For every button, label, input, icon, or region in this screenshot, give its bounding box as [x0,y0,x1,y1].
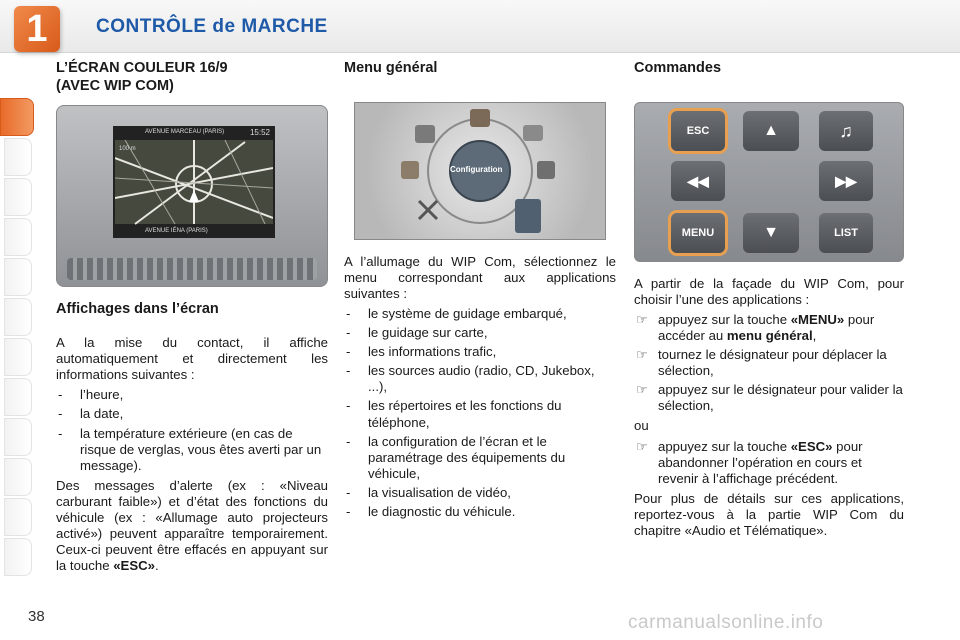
section-heading-main-menu: Menu général [344,60,438,76]
side-tab[interactable] [4,138,32,176]
section-heading-color-screen [56,60,328,95]
dashboard-vent [67,258,317,280]
navigation-screen [113,126,275,238]
list-item: - le guidage sur carte, [346,325,488,341]
pointing-hand-icon: ☞ [636,347,648,363]
display-intro: A la mise du contact, il affiche automatiquement et directement les informations suivantes : [56,335,328,383]
page-title: CONTRÔLE de MARCHE [96,16,328,37]
list-item: - le diagnostic du véhicule. [346,504,516,519]
side-tab[interactable] [4,298,32,336]
heading-line-2: (AVEC WIP COM) [56,77,174,94]
column-controls [634,60,904,543]
menu-intro: A l’allumage du WIP Com, sélectionnez le menu correspondant aux applications suivantes : [344,253,616,301]
side-tab[interactable] [4,178,32,216]
list-item: - le système de guidage embarqué, [346,305,567,321]
music-note-icon[interactable]: ♫ [819,111,873,151]
main-menu-figure [354,102,606,240]
list-item: - les informations trafic, [346,344,497,360]
down-arrow-button[interactable]: ▼ [743,213,799,253]
list-button[interactable]: LIST [819,213,873,253]
column-main-menu [344,60,616,524]
alert-paragraph: Des messages d’alerte (ex : «Niveau carburant faible») et d’état des fonctions du véhicule (ex : «Allumage auto projecteurs activé») peuvent apparaître temporairement. Ceux-ci peuvent être effacés en appuyant sur la touche «ESC». [56,477,328,574]
or-separator: ou [634,418,649,434]
side-tab[interactable] [4,458,32,496]
controls-alt-list [634,439,904,487]
list-item: - la visualisation de vidéo, [346,484,511,500]
pointing-hand-icon: ☞ [636,438,648,454]
screen-street-top: AVENUE MARCEAU (PARIS) [145,129,225,136]
menu-center-label: Configuration [450,164,503,174]
screen-scale: 100 m [119,146,136,153]
controls-outro: Pour plus de détails sur ces applications, reportez-vous à la partie WIP Com du chapitre «Audio et Télématique». [634,490,904,538]
up-arrow-button[interactable]: ▲ [743,111,799,151]
section-heading-controls: Commandes [634,60,722,76]
rewind-button[interactable]: ◀◀ [671,161,725,201]
menu-button[interactable]: MENU [671,213,725,253]
color-screen-figure [56,105,328,287]
controls-steps-list [634,312,904,415]
list-item: - la date, [58,406,124,422]
list-item: ☞ appuyez sur la touche «MENU» pour accéder au menu général, [636,311,875,343]
side-tab[interactable] [4,418,32,456]
display-items-list [56,387,328,473]
menu-applications-list [344,306,616,520]
side-tab[interactable] [4,218,32,256]
page-number: 38 [28,608,45,625]
pointing-hand-icon: ☞ [636,311,648,327]
list-item: - les répertoires et les fonctions du téléphone, [346,398,562,430]
list-item: ☞ tournez le désignateur pour déplacer la sélection, [636,347,887,379]
sub-heading-display: Affichages dans l’écran [56,301,219,318]
screen-time: 15:52 [249,128,270,138]
controls-intro: A partir de la façade du WIP Com, pour choisir l’une des applications : [634,275,904,307]
column-color-screen [56,60,328,578]
esc-key-label: «ESC» [113,558,155,574]
side-tab[interactable] [4,258,32,296]
side-tab-active[interactable] [0,98,34,136]
side-tab[interactable] [4,498,32,536]
chapter-side-tabs [0,64,38,584]
side-tab[interactable] [4,338,32,376]
controls-panel-figure [634,102,904,262]
heading-line-1: L’ÉCRAN COULEUR 16/9 [56,60,228,76]
list-item: - la température extérieure (en cas de risque de verglas, vous êtes averti par un message). [58,425,322,473]
list-item: - l’heure, [58,387,124,403]
side-tab[interactable] [4,538,32,576]
list-item: - la configuration de l’écran et le paramétrage des équipements du véhicule, [346,433,566,481]
side-tab[interactable] [4,378,32,416]
chapter-number-badge: 1 [14,6,60,52]
pointing-hand-icon: ☞ [636,382,648,398]
esc-button[interactable]: ESC [671,111,725,151]
list-item: ☞ appuyez sur le désignateur pour valider la sélection, [636,382,903,414]
screen-street-bottom: AVENUE IÉNA (PARIS) [145,228,208,235]
watermark: carmanualsonline.info [628,612,824,633]
fast-forward-button[interactable]: ▶▶ [819,161,873,201]
map-illustration [115,128,273,236]
list-item: - les sources audio (radio, CD, Jukebox, ...), [346,363,595,395]
list-item: ☞ appuyez sur la touche «ESC» pour abandonner l’opération en cours et revenir à l’affichage précédent. [636,438,863,486]
